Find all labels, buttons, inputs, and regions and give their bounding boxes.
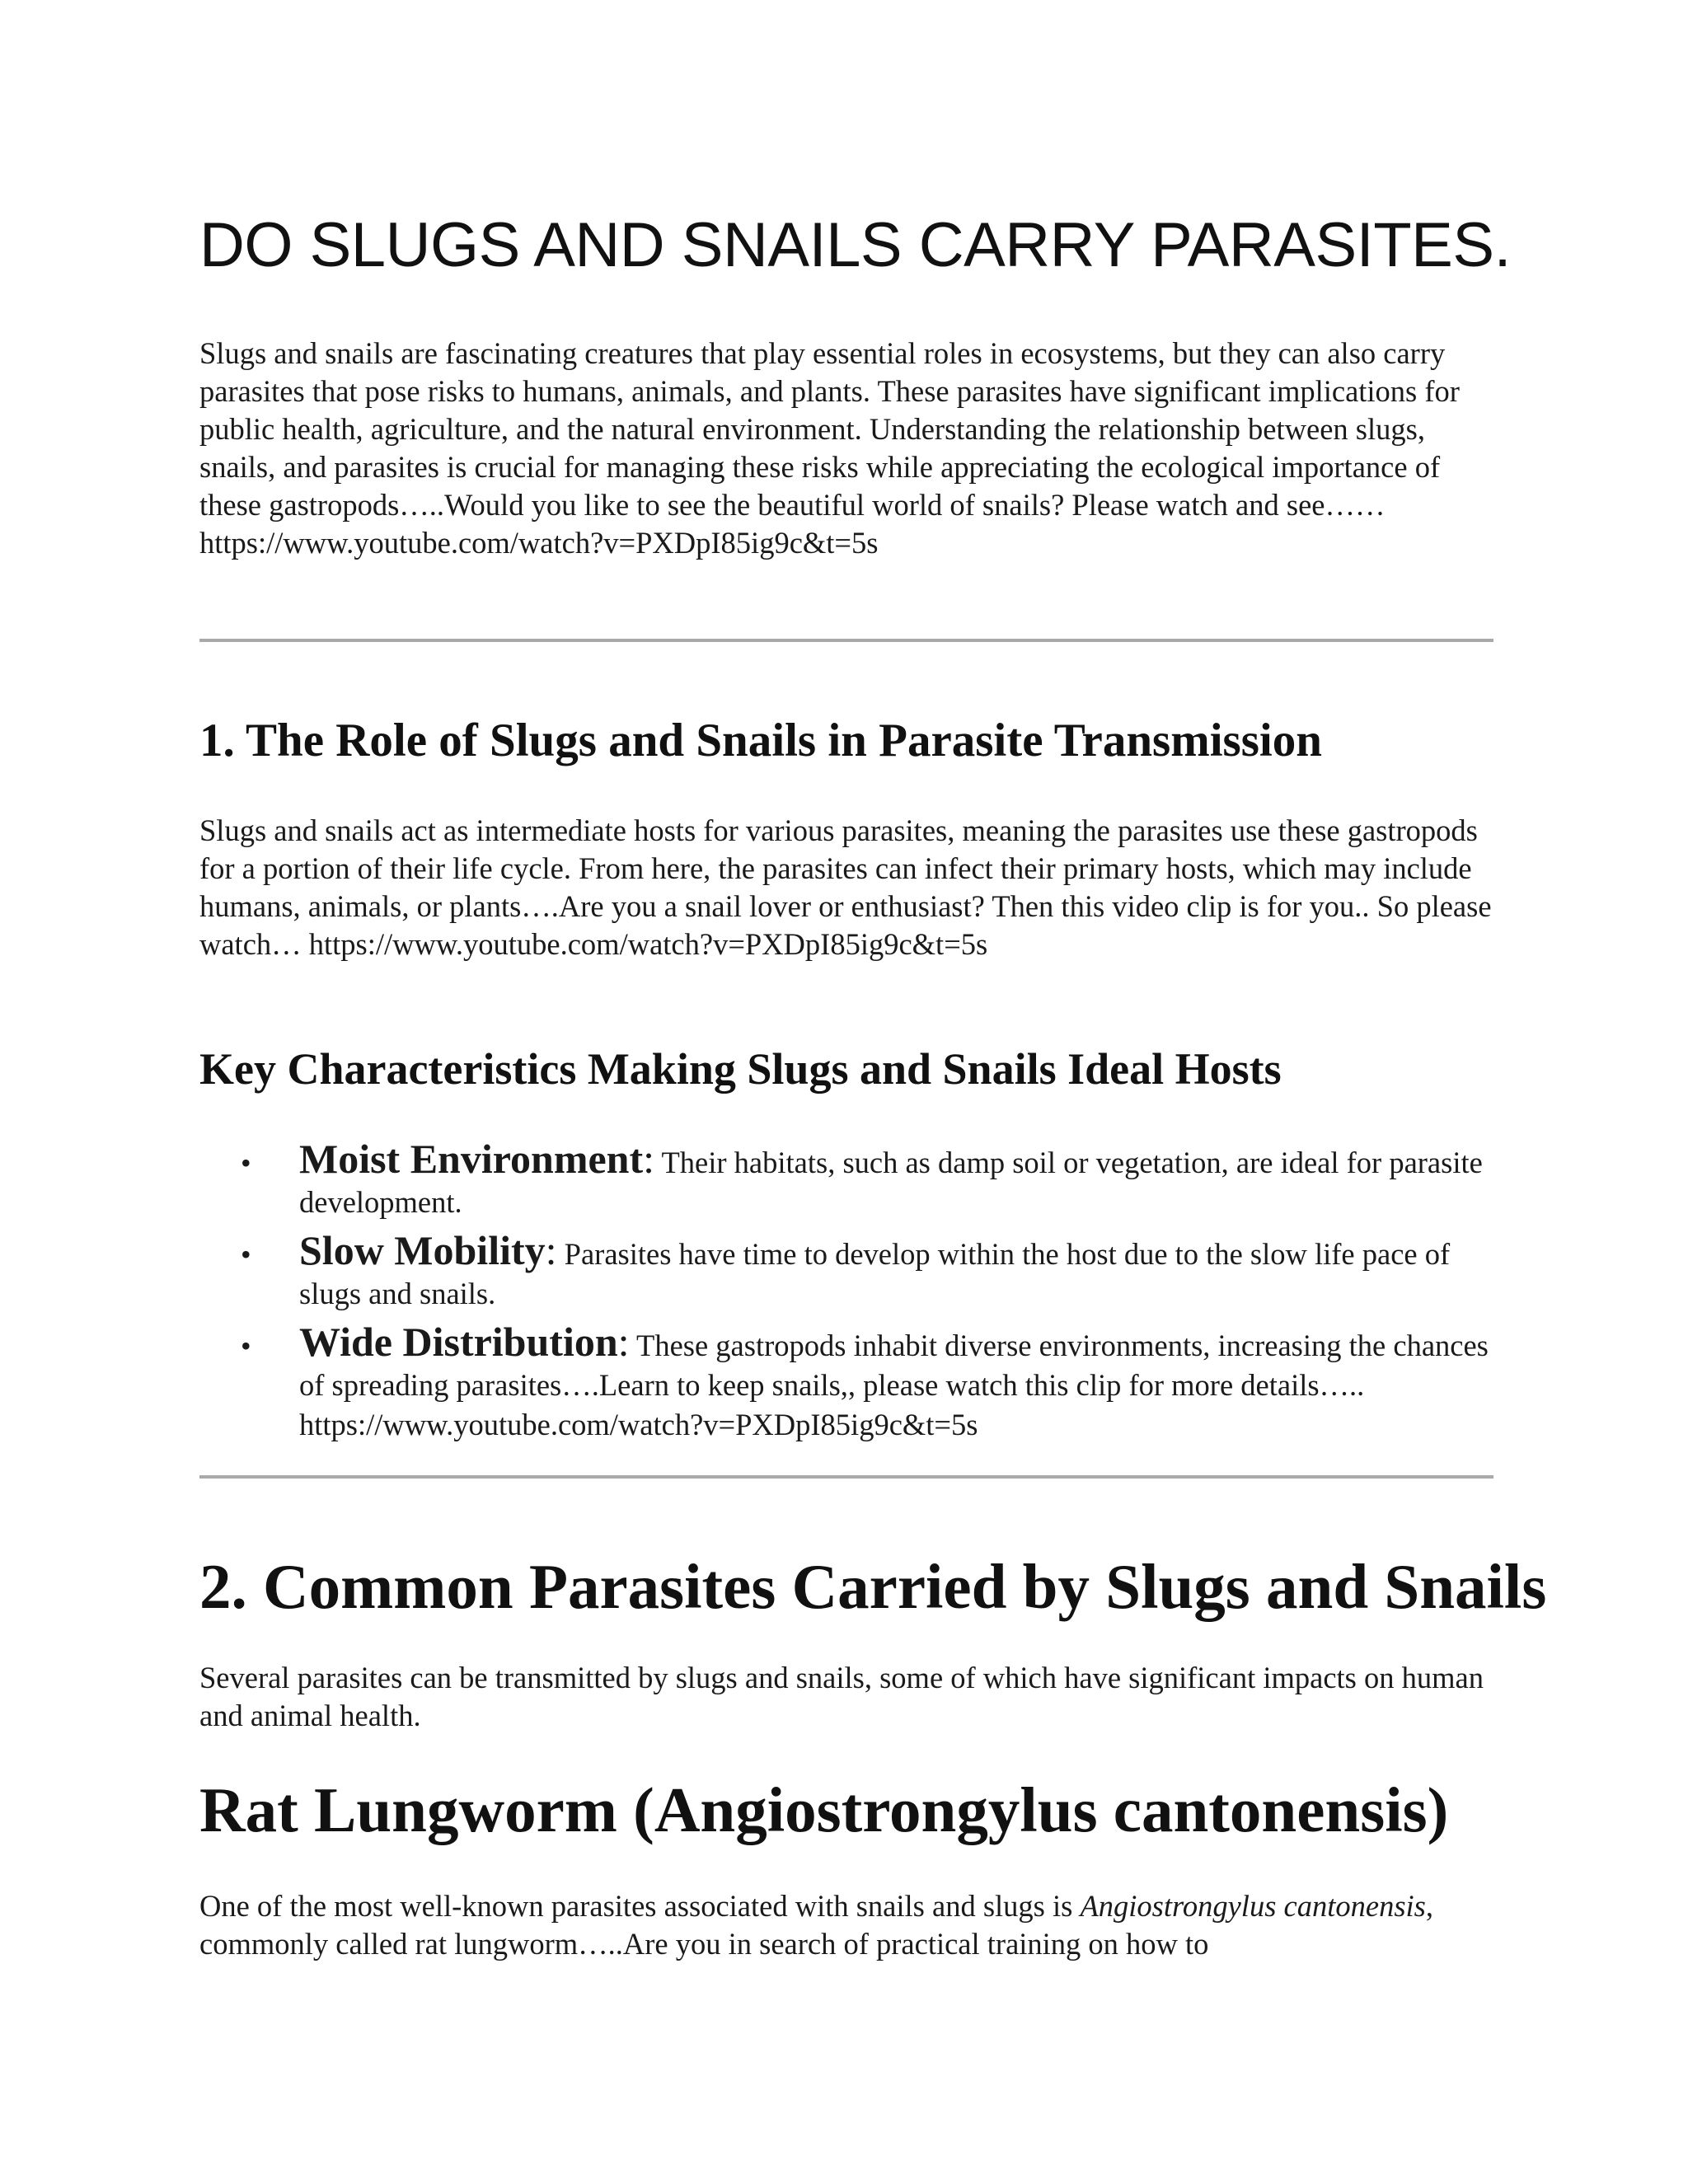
list-item <box>199 1137 1493 1222</box>
bullet-text: Parasites have time to develop within the host due to the slow life pace of slugs and snails. <box>299 1237 1451 1310</box>
section2-paragraph: Several parasites can be transmitted by slugs and snails, some of which have significant impacts on human and animal health. <box>199 1661 1484 1732</box>
section2-heading: 2. Common Parasites Carried by Slugs and Snails <box>199 1551 1547 1622</box>
bullet-dot-icon: • <box>241 1238 251 1271</box>
section-divider <box>199 639 1493 642</box>
section-divider <box>199 1475 1493 1479</box>
bullet-term: Slow Mobility <box>299 1227 546 1273</box>
bullet-text: These gastropods inhabit diverse environments, increasing the chances of spreading parasites….Learn to keep snails,, please watch this clip for more details….. https://www.youtube.com/watch?v=PXDpI85ig9c&t=5s <box>299 1329 1489 1441</box>
bullet-term: Wide Distribution <box>299 1319 618 1365</box>
bullet-colon: : <box>545 1227 557 1273</box>
section3-paragraph <box>199 1887 1493 1963</box>
section1-paragraph: Slugs and snails act as intermediate hosts for various parasites, meaning the parasites use these gastropods for a portion of their life cycle. From here, the parasites can infect their primary hosts, which may include humans, animals, or plants….Are you a snail lover or enthusiast? Then this video clip is for you.. So please watch… https://www.youtube.com/watch?v=PXDpI85ig9c&t=5s <box>199 813 1492 961</box>
bullet-dot-icon: • <box>241 1146 251 1179</box>
section1-subheading: Key Characteristics Making Slugs and Snails Ideal Hosts <box>199 1044 1282 1094</box>
document-page <box>199 0 1547 2184</box>
section3-text-after: , commonly called rat lungworm…..Are you in search of practical training on how to <box>199 1889 1433 1961</box>
list-item <box>199 1320 1493 1445</box>
bullet-text: Their habitats, such as damp soil or vegetation, are ideal for parasite development. <box>299 1146 1483 1219</box>
section3-heading: Rat Lungworm (Angiostrongylus cantonensis) <box>199 1774 1449 1845</box>
bullet-colon: : <box>643 1136 655 1182</box>
species-name-italic: Angiostrongylus cantonensis <box>1080 1889 1426 1923</box>
bullet-dot-icon: • <box>241 1329 251 1362</box>
host-characteristics-list <box>199 1137 1493 1451</box>
bullet-colon: : <box>617 1319 630 1365</box>
document-title: DO SLUGS AND SNAILS CARRY PARASITES. <box>199 210 1512 280</box>
section3-text-before: One of the most well-known parasites associated with snails and slugs is <box>199 1889 1081 1923</box>
list-item <box>199 1229 1493 1314</box>
bullet-term: Moist Environment <box>299 1136 644 1182</box>
section1-heading: 1. The Role of Slugs and Snails in Parasite Transmission <box>199 715 1322 766</box>
intro-paragraph: Slugs and snails are fascinating creatures that play essential roles in ecosystems, but they can also carry parasites that pose risks to humans, animals, and plants. These parasites have significant implications for public health, agriculture, and the natural environment. Understanding the relationship between slugs, snails, and parasites is crucial for managing these risks while appreciating the ecological importance of these gastropods…..Would you like to see the beautiful world of snails? Please watch and see…… https://www.youtube.com/watch?v=PXDpI85ig9c&t=5s <box>199 336 1460 560</box>
